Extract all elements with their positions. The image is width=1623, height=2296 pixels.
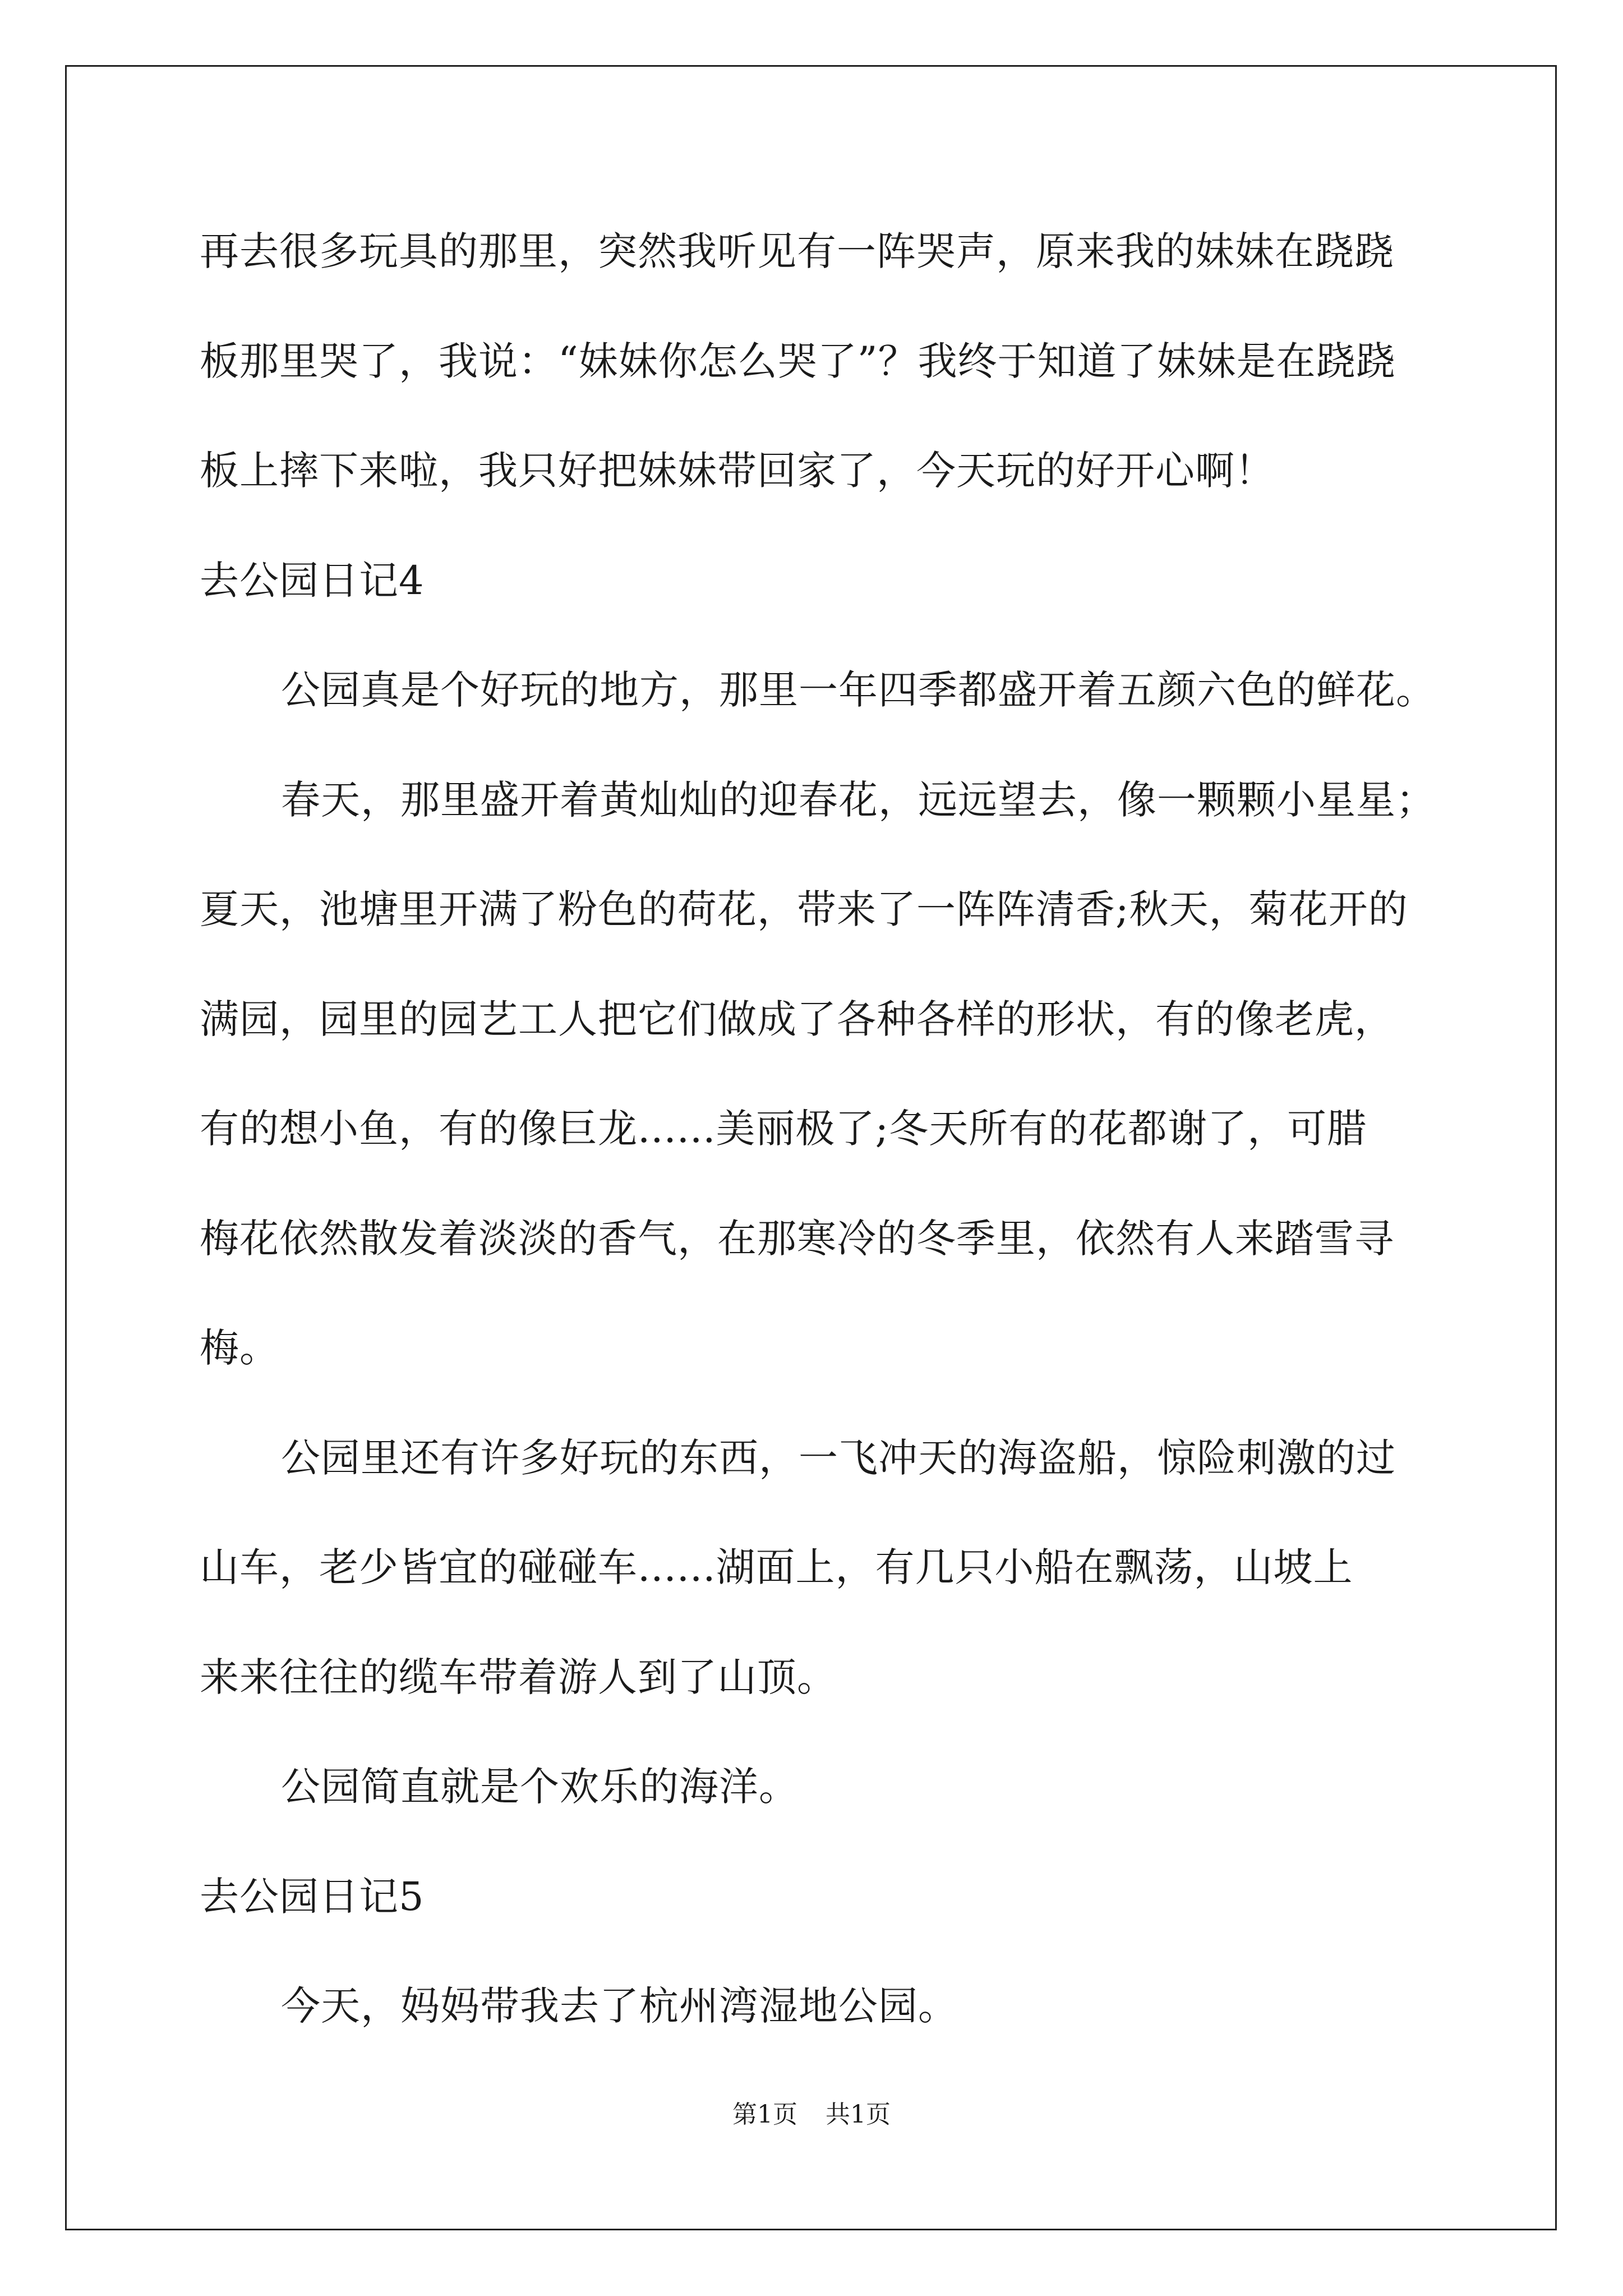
document-body <box>200 220 1436 2085</box>
paragraph-first-line: 公园简直就是个欢乐的海洋。 <box>281 1764 799 1810</box>
text-line: 夏天，池塘里开满了粉色的荷花，带来了一阵阵清香;秋天，菊花开的 <box>200 886 1408 932</box>
paragraph-first-line: 今天，妈妈带我去了杭州湾湿地公园。 <box>281 1983 958 2029</box>
page-footer <box>0 2098 1623 2132</box>
text-line: 满园，园里的园艺工人把它们做成了各种各样的形状，有的像老虎， <box>200 996 1394 1042</box>
text-line: 板那里哭了，我说：“妹妹你怎么哭了”？我终于知道了妹妹是在跷跷 <box>200 338 1396 384</box>
text-line: 梅花依然散发着淡淡的香气，在那寒冷的冬季里，依然有人来踏雪寻 <box>200 1215 1394 1262</box>
text-line: 再去很多玩具的那里，突然我听见有一阵哭声，原来我的妹妹在跷跷 <box>200 228 1394 274</box>
text-line: 有的想小鱼，有的像巨龙......美丽极了;冬天所有的花都谢了，可腊 <box>200 1106 1367 1152</box>
page-number-total: 共1页 <box>826 2100 891 2129</box>
paragraph-first-line: 公园里还有许多好玩的东西，一飞冲天的海盗船，惊险刺激的过 <box>281 1434 1396 1481</box>
paragraph-first-line: 春天，那里盛开着黄灿灿的迎春花，远远望去，像一颗颗小星星； <box>281 776 1436 823</box>
text-line: 梅。 <box>200 1325 279 1371</box>
page-number-current: 第1页 <box>732 2100 797 2129</box>
section-heading: 去公园日记5 <box>200 1873 425 1920</box>
text-line: 板上摔下来啦，我只好把妹妹带回家了，今天玩的好开心啊！ <box>200 448 1275 494</box>
text-line: 山车，老少皆宜的碰碰车......湖面上，有几只小船在飘荡，山坡上 <box>200 1544 1353 1590</box>
section-heading: 去公园日记4 <box>200 557 425 604</box>
text-line: 来来往往的缆车带着游人到了山顶。 <box>200 1654 837 1700</box>
paragraph-first-line: 公园真是个好玩的地方，那里一年四季都盛开着五颜六色的鲜花。 <box>281 667 1436 713</box>
